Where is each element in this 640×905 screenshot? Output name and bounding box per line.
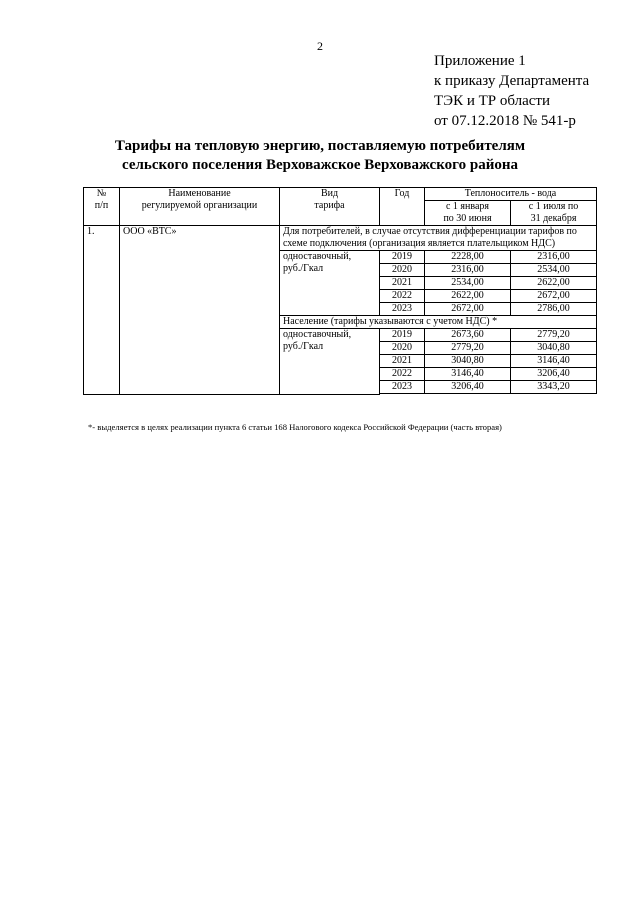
appendix-line: ТЭК и ТР области [434, 93, 550, 109]
tariff-value: 3040,80 [425, 355, 511, 368]
group-caption: Население (тарифы указываются с учетом НДС) * [280, 316, 597, 329]
tariff-value: 3146,40 [511, 355, 597, 368]
tariff-value: 3206,40 [425, 381, 511, 394]
tariff-value: 2316,00 [425, 264, 511, 277]
tariff-type: одноставочный, руб./Гкал [280, 251, 380, 316]
tariff-table [83, 187, 597, 395]
tariff-value: 2534,00 [511, 264, 597, 277]
tariff-value: 2786,00 [511, 303, 597, 316]
year-cell: 2023 [380, 303, 425, 316]
year-cell: 2021 [380, 355, 425, 368]
tariff-value: 2672,00 [511, 290, 597, 303]
tariff-value: 2779,20 [511, 329, 597, 342]
tariff-value: 3146,40 [425, 368, 511, 381]
tariff-value: 2316,00 [511, 251, 597, 264]
row-number: 1. [84, 226, 120, 395]
organization-name: ООО «ВТС» [120, 226, 280, 395]
year-cell: 2019 [380, 251, 425, 264]
appendix-line: Приложение 1 [434, 53, 526, 69]
title-line: Тарифы на тепловую энергию, поставляемую потребителям [114, 138, 526, 154]
header-tariff-type: Вид тарифа [280, 188, 380, 226]
header-period-1: с 1 января по 30 июня [425, 201, 511, 226]
page-number: 2 [317, 39, 323, 53]
tariff-value: 2534,00 [425, 277, 511, 290]
table-row [84, 226, 597, 251]
year-cell: 2022 [380, 290, 425, 303]
footnote: *- выделяется в целях реализации пункта 6 статьи 168 Налогового кодекса Российской Федерации (часть вторая) [88, 422, 502, 432]
appendix-block [434, 51, 589, 131]
tariff-value: 2672,00 [425, 303, 511, 316]
tariff-value: 2228,00 [425, 251, 511, 264]
tariff-type: одноставочный, руб./Гкал [280, 329, 380, 395]
tariff-value: 3040,80 [511, 342, 597, 355]
year-cell: 2023 [380, 381, 425, 394]
year-cell: 2020 [380, 264, 425, 277]
header-carrier: Теплоноситель - вода [425, 188, 597, 201]
year-cell: 2022 [380, 368, 425, 381]
group-caption: Для потребителей, в случае отсутствия дифференциации тарифов по схеме подключения (организация является плательщиком НДС) [280, 226, 597, 251]
year-cell: 2021 [380, 277, 425, 290]
tariff-value: 2673,60 [425, 329, 511, 342]
title-line: сельского поселения Верховажское Верховажского района [122, 157, 518, 173]
header-number: № п/п [84, 188, 120, 226]
tariff-value: 2622,00 [425, 290, 511, 303]
tariff-value: 2779,20 [425, 342, 511, 355]
appendix-line: к приказу Департамента [434, 73, 590, 89]
document-title [0, 137, 640, 175]
header-organization: Наименование регулируемой организации [120, 188, 280, 226]
appendix-line: от 07.12.2018 № 541-р [434, 113, 576, 129]
year-cell: 2020 [380, 342, 425, 355]
year-cell: 2019 [380, 329, 425, 342]
tariff-value: 3206,40 [511, 368, 597, 381]
header-year: Год [380, 188, 425, 226]
tariff-value: 2622,00 [511, 277, 597, 290]
table-header-row [84, 188, 597, 201]
tariff-value: 3343,20 [511, 381, 597, 394]
header-period-2: с 1 июля по 31 декабря [511, 201, 597, 226]
